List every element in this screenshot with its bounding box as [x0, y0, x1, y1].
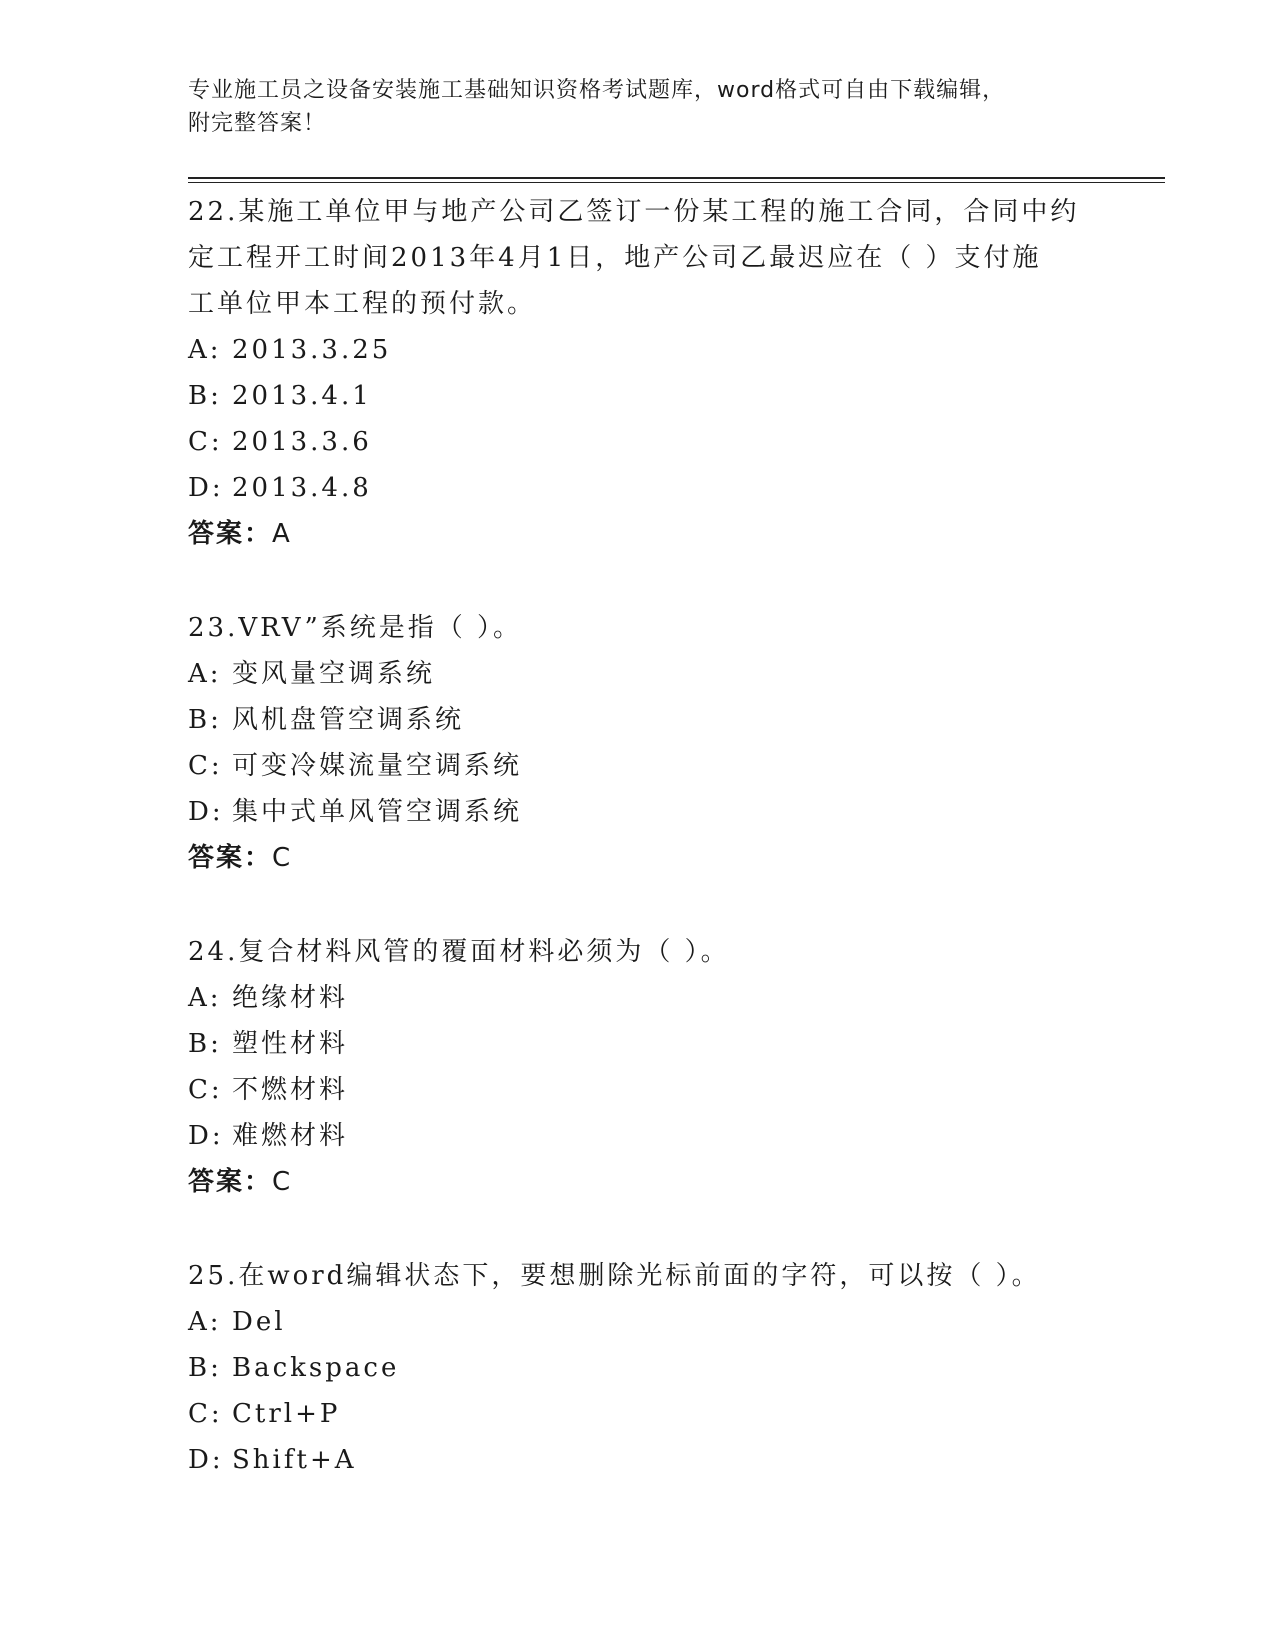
answer-line [188, 835, 1088, 881]
header-line-2: 附完整答案！ [188, 111, 327, 136]
option-text: 难燃材料 [232, 1121, 349, 1151]
question-23 [188, 605, 1088, 881]
option-letter: D: [188, 797, 224, 827]
option-letter: D: [188, 1121, 224, 1151]
option-b [188, 1345, 1088, 1391]
option-a [188, 1299, 1088, 1345]
header-line-1: 专业施工员之设备安装施工基础知识资格考试题库，word格式可自由下载编辑， [188, 78, 1006, 103]
question-24 [188, 929, 1088, 1205]
answer-line [188, 1159, 1088, 1205]
option-text: 2013.4.1 [232, 381, 372, 411]
option-b [188, 373, 1088, 419]
option-d [188, 789, 1088, 835]
option-letter: D: [188, 1445, 224, 1475]
option-text: Shift+A [232, 1445, 357, 1475]
document-header [188, 74, 1088, 140]
option-letter: C: [188, 751, 223, 781]
option-b [188, 1021, 1088, 1067]
option-d [188, 465, 1088, 511]
option-a [188, 975, 1088, 1021]
option-letter: B: [188, 705, 222, 735]
option-text: 绝缘材料 [232, 983, 349, 1013]
option-text: 塑性材料 [232, 1029, 349, 1059]
question-stem-line: 25.在word编辑状态下，要想删除光标前面的字符，可以按（ ）。 [188, 1261, 1041, 1291]
question-stem-line: 定工程开工时间2013年4月1日，地产公司乙最迟应在（ ）支付施 [188, 243, 1042, 273]
option-d [188, 1113, 1088, 1159]
option-b [188, 697, 1088, 743]
question-stem-line: 23.VRV”系统是指（ ）。 [188, 613, 523, 643]
option-c [188, 1067, 1088, 1113]
answer-label: 答案： [188, 519, 273, 549]
option-c [188, 419, 1088, 465]
answer-value: C [272, 1167, 293, 1197]
question-stem-line: 22.某施工单位甲与地产公司乙签订一份某工程的施工合同，合同中约 [188, 197, 1080, 227]
answer-label: 答案： [188, 843, 273, 873]
option-letter: C: [188, 1075, 223, 1105]
option-letter: B: [188, 1353, 222, 1383]
header-divider-thin [188, 182, 1165, 183]
option-text: 可变冷媒流量空调系统 [232, 751, 523, 781]
option-letter: A: [188, 983, 222, 1013]
option-a [188, 327, 1088, 373]
option-letter: D: [188, 473, 224, 503]
answer-value: A [272, 519, 292, 549]
option-letter: C: [188, 427, 223, 457]
option-letter: B: [188, 381, 222, 411]
option-c [188, 743, 1088, 789]
answer-label: 答案： [188, 1167, 273, 1197]
option-c [188, 1391, 1088, 1437]
answer-value: C [272, 843, 293, 873]
question-22 [188, 189, 1088, 557]
option-letter: C: [188, 1399, 223, 1429]
option-d [188, 1437, 1088, 1483]
option-text: 风机盘管空调系统 [232, 705, 465, 735]
option-text: 不燃材料 [232, 1075, 349, 1105]
option-a [188, 651, 1088, 697]
option-letter: B: [188, 1029, 222, 1059]
option-text: 2013.3.6 [232, 427, 372, 457]
question-25 [188, 1253, 1088, 1483]
option-text: 2013.4.8 [232, 473, 372, 503]
question-stem-line: 工单位甲本工程的预付款。 [188, 289, 537, 319]
option-text: Backspace [232, 1353, 400, 1383]
answer-line [188, 511, 1088, 557]
question-stem-line: 24.复合材料风管的覆面材料必须为（ ）。 [188, 937, 730, 967]
option-letter: A: [188, 335, 222, 365]
question-list [188, 189, 1088, 1531]
option-text: 2013.3.25 [232, 335, 392, 365]
option-text: Del [232, 1307, 286, 1337]
option-letter: A: [188, 1307, 222, 1337]
option-text: 变风量空调系统 [232, 659, 436, 689]
option-letter: A: [188, 659, 222, 689]
option-text: 集中式单风管空调系统 [232, 797, 523, 827]
header-divider-thick [188, 177, 1165, 179]
option-text: Ctrl+P [232, 1399, 341, 1429]
